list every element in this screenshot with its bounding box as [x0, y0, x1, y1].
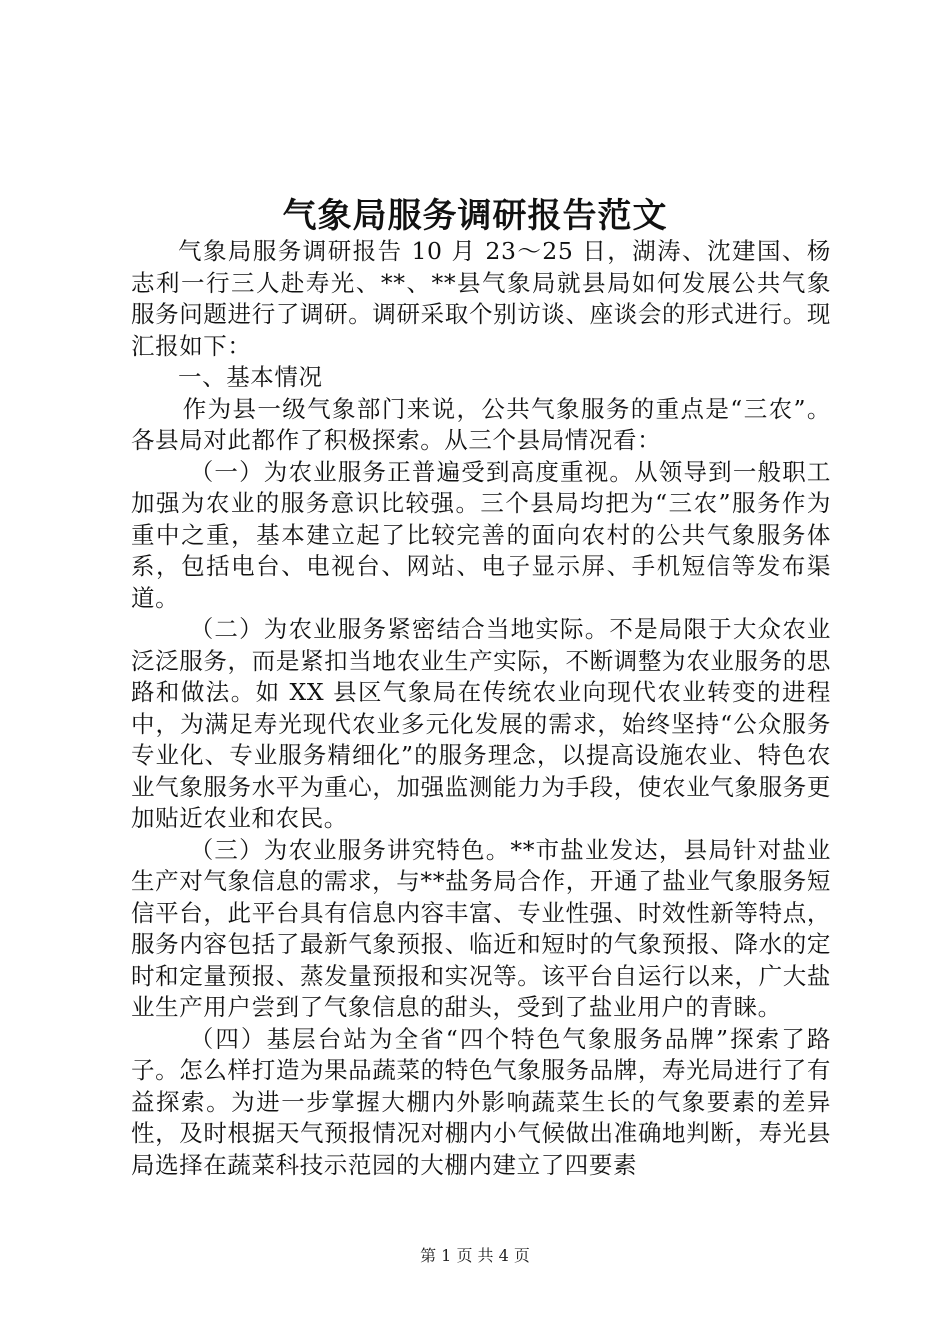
paragraph-item-2: （二）为农业服务紧密结合当地实际。不是局限于大众农业泛泛服务，而是紧扣当地农业生产实际，不断调整为农业服务的思路和做法。如 XX 县区气象局在传统农业向现代农业转变的进程中，为满足寿光现代农业多元化发展的需求，始终坚持“公众服务专业化、专业服务精细化”的服务理念，以提高设施农业、特色农业气象服务水平为重心，加强监测能力为手段，使农业气象服务更加贴近农业和农民。	[131, 615, 831, 832]
paragraph-item-1: （一）为农业服务正普遍受到高度重视。从领导到一般职工加强为农业的服务意识比较强。三个县局均把为“三农”服务作为重中之重，基本建立起了比较完善的面向农村的公共气象服务体系，包括电台、电视台、网站、电子显示屏、手机短信等发布渠道。	[131, 457, 831, 612]
document-body	[131, 236, 831, 1181]
paragraph-item-4: （四）基层台站为全省“四个特色气象服务品牌”探索了路子。怎么样打造为果品蔬菜的特色气象服务品牌，寿光局进行了有益探索。为进一步掌握大棚内外影响蔬菜生长的气象要素的差异性，及时根据天气预报情况对棚内小气候做出准确地判断，寿光县局选择在蔬菜科技示范园的大棚内建立了四要素	[131, 1024, 831, 1179]
paragraph-overview: 作为县一级气象部门来说，公共气象服务的重点是“三农”。各县局对此都作了积极探索。从三个县局情况看：	[131, 394, 831, 454]
paragraph-item-3: （三）为农业服务讲究特色。**市盐业发达，县局针对盐业生产对气象信息的需求，与**盐务局合作，开通了盐业气象服务短信平台，此平台具有信息内容丰富、专业性强、时效性新等特点，服务内容包括了最新气象预报、临近和短时的气象预报、降水的定时和定量预报、蒸发量预报和实况等。该平台自运行以来，广大盐业生产用户尝到了气象信息的甜头，受到了盐业用户的青睐。	[131, 835, 831, 1021]
page-footer: 第 1 页 共 4 页	[420, 1246, 530, 1265]
section-heading-basic-situation: 一、基本情况	[178, 363, 323, 391]
paragraph-intro: 气象局服务调研报告 10 月 23～25 日，湖涛、沈建国、杨志利一行三人赴寿光、**、**县气象局就县局如何发展公共气象服务问题进行了调研。调研采取个别访谈、座谈会的形式进行。现汇报如下：	[131, 237, 831, 360]
document-title: 气象局服务调研报告范文	[282, 196, 668, 236]
